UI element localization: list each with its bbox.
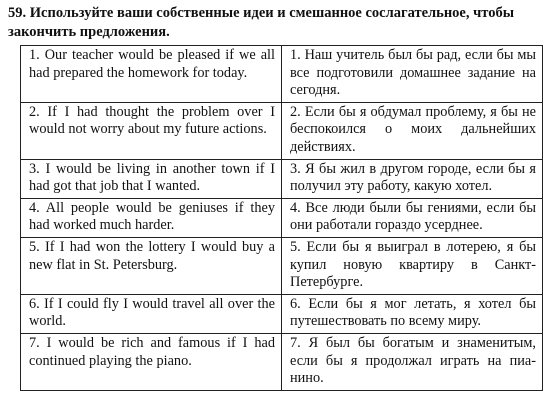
table-row: [21, 333, 543, 390]
english-sentence: 5. If I had won the lottery I would buy a new flat in St. Petersburg.: [21, 237, 282, 294]
exercise-title: 59. Используйте ваши собственные идеи и смешанное сослагательное, чтобы закончить предложения.: [8, 5, 515, 40]
russian-translation: 5. Если бы я выиграл в лотерею, я бы купил новую квартиру в Санкт-Петербурге.: [282, 237, 543, 294]
table-row: [21, 198, 543, 237]
russian-translation: 1. Наш учитель был бы рад, если бы мы все подготовили домашнее задание на сегодня.: [282, 46, 543, 103]
russian-translation: 3. Я бы жил в другом городе, если бы я получил эту работу, какую хотел.: [282, 159, 543, 198]
table-row: [21, 46, 543, 103]
russian-translation: 4. Все люди были бы гениями, если бы они работали гораздо усерднее.: [282, 198, 543, 237]
russian-translation: 2. Если бы я обдумал проблему, я бы не беспокоился о моих дальнейших действиях.: [282, 102, 543, 159]
sentence-table: [20, 45, 543, 391]
table-row: [21, 237, 543, 294]
english-sentence: 6. If I could fly I would travel all over the world.: [21, 294, 282, 333]
english-sentence: 4. All people would be geniuses if they had worked much harder.: [21, 198, 282, 237]
english-sentence: 2. If I had thought the problem over I would not worry about my future actions.: [21, 102, 282, 159]
english-sentence: 7. I would be rich and famous if I had continued playing the piano.: [21, 333, 282, 390]
english-sentence: 3. I would be living in another town if I had got that job that I wanted.: [21, 159, 282, 198]
table-row: [21, 294, 543, 333]
table-row: [21, 102, 543, 159]
table-row: [21, 159, 543, 198]
russian-translation: 6. Если бы я мог летать, я хотел бы путешествовать по всему миру.: [282, 294, 543, 333]
english-sentence: 1. Our teacher would be pleased if we all had prepared the homework for today.: [21, 46, 282, 103]
russian-translation: 7. Я был бы богатым и знаменитым, если бы я продолжал играть на пианино.: [282, 333, 543, 390]
